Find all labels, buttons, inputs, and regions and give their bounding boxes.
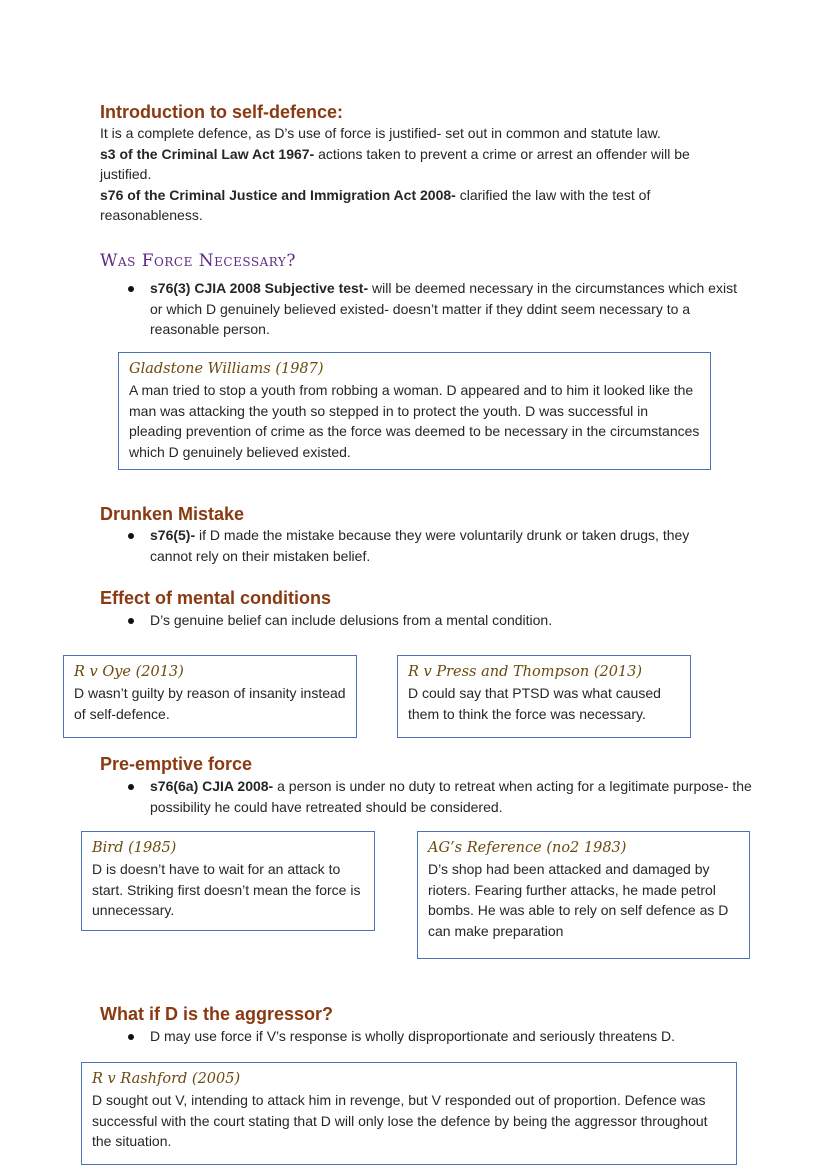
bullet-icon xyxy=(128,784,134,790)
case-name: R v Press and Thompson (2013) xyxy=(408,664,643,680)
mental-heading: Effect of mental conditions xyxy=(100,588,332,608)
case-text: D’s shop had been attacked and damaged by rioters. Fearing further attacks, he made petrol bombs. He was able to rely on self defence as D can make preparation xyxy=(428,861,729,939)
case-text: D is doesn’t have to wait for an attack to start. Striking first doesn’t mean the force is unnecessary. xyxy=(92,861,361,918)
case-name: AG’s Reference (no2 1983) xyxy=(428,840,627,856)
aggressor-heading: What if D is the aggressor? xyxy=(100,1004,334,1024)
case-box-ag-reference xyxy=(417,831,750,959)
drunken-heading: Drunken Mistake xyxy=(100,504,245,524)
case-text: A man tried to stop a youth from robbing a woman. D appeared and to him it looked like the man was attacking the youth so stepped in to protect the youth. D was successful in pleading prevention of crime as the force was deemed to be necessary in the circumstances which D genuinely believed existed. xyxy=(129,382,700,460)
intro-text xyxy=(100,123,740,226)
case-text: D wasn’t guilty by reason of insanity instead of self-defence. xyxy=(74,685,346,722)
case-box-press xyxy=(397,655,691,738)
case-box-gladstone xyxy=(118,352,711,470)
intro-line1: It is a complete defence, as D’s use of force is justified- set out in common and statute law. xyxy=(100,125,661,141)
case-box-oye xyxy=(63,655,357,738)
bullet-icon xyxy=(128,1034,134,1040)
intro-s3: s3 of the Criminal Law Act 1967- actions taken to prevent a crime or arrest an offender will be justified. xyxy=(100,145,690,182)
force-necessary-bullet: s76(3) CJIA 2008 Subjective test- will be deemed necessary in the circumstances which exist or which D genuinely believed existed- doesn’t matter if they ddint seem necessary to a reasonable person. xyxy=(100,278,740,340)
preemptive-heading: Pre-emptive force xyxy=(100,754,253,774)
case-name: Bird (1985) xyxy=(92,840,177,856)
aggressor-bullet: D may use force if V’s response is wholly disproportionate and seriously threatens D. xyxy=(100,1026,790,1047)
bullet-icon xyxy=(128,286,134,292)
case-box-rashford xyxy=(81,1062,737,1165)
preemptive-bullet: s76(6a) CJIA 2008- a person is under no duty to retreat when acting for a legitimate purpose- the possibility he could have retreated should be considered. xyxy=(100,776,790,817)
case-text: D could say that PTSD was what caused them to think the force was necessary. xyxy=(408,685,661,722)
intro-s76: s76 of the Criminal Justice and Immigration Act 2008- clarified the law with the test of reasonableness. xyxy=(100,186,651,223)
force-necessary-heading: Was Force Necessary? xyxy=(100,251,296,271)
case-name: Gladstone Williams (1987) xyxy=(129,361,324,377)
case-name: R v Oye (2013) xyxy=(74,664,184,680)
bullet-icon xyxy=(128,618,134,624)
case-box-bird xyxy=(81,831,375,931)
bullet-icon xyxy=(128,533,134,539)
mental-bullet: D’s genuine belief can include delusions from a mental condition. xyxy=(100,610,770,631)
drunken-bullet: s76(5)- if D made the mistake because they were voluntarily drunk or taken drugs, they cannot rely on their mistaken belief. xyxy=(100,525,730,566)
case-text: D sought out V, intending to attack him in revenge, but V responded out of proportion. Defence was successful with the court stating that D will only lose the defence by being the aggressor throughout the situation. xyxy=(92,1092,708,1149)
case-name: R v Rashford (2005) xyxy=(92,1071,241,1087)
intro-heading: Introduction to self-defence: xyxy=(100,102,343,122)
